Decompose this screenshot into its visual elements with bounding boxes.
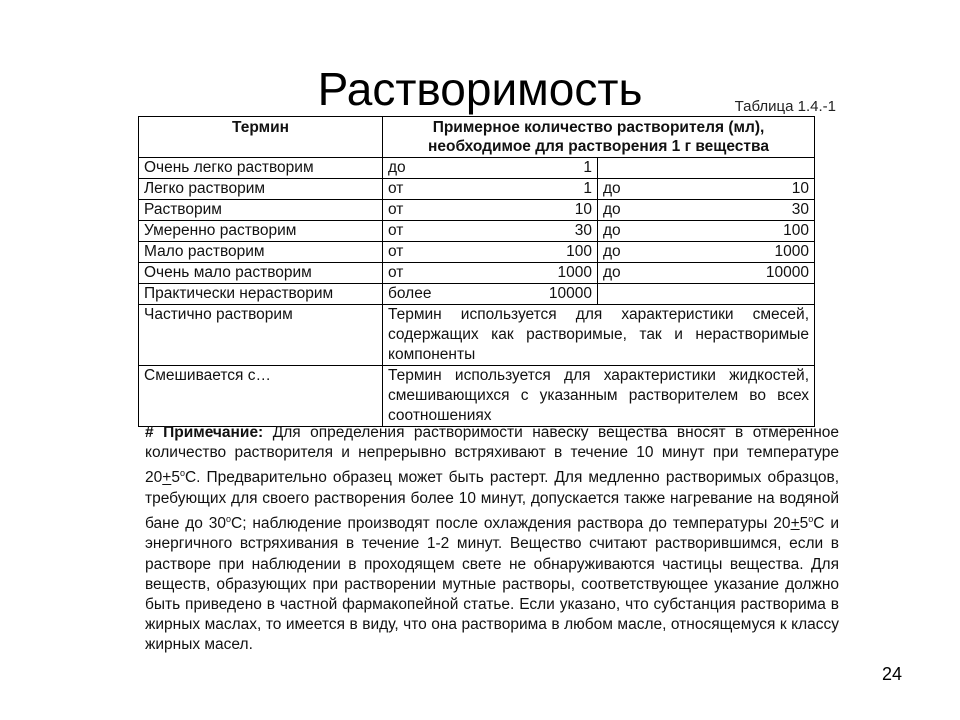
- note-text: С. Предварительно образец может быть растерт. Для медленно растворимых образцов, требующих для своего растворения более 10 минут, допускается также нагревание на водяной бане до 30: [145, 469, 839, 533]
- table-row: [139, 284, 815, 305]
- table-row: [139, 263, 815, 284]
- to-cell: [598, 263, 815, 284]
- to-word: до: [603, 201, 621, 218]
- from-cell: [383, 221, 598, 242]
- to-word: до: [603, 180, 621, 197]
- note-label: # Примечание:: [145, 424, 264, 441]
- term-cell: Частично растворим: [139, 305, 383, 366]
- table-row: [139, 158, 815, 179]
- from-word: от: [388, 222, 404, 239]
- to-cell: [598, 200, 815, 221]
- from-word: до: [388, 159, 406, 176]
- to-cell: [598, 158, 815, 179]
- from-word: от: [388, 180, 404, 197]
- to-value: 10: [791, 180, 809, 197]
- plus-minus-sign: +: [790, 515, 800, 533]
- note-text: С и энергичного встряхивания в течение 1-2 минут. Вещество считают растворившимся, если в растворе при наблюдении в проходящем свете не обнаруживаются частицы вещества. Для веществ, образующих при растворении мутные растворы, соответствующее указание должно быть приведено в частной фармакопейной статье. Если указано, что субстанция растворима в жирных маслах, то имеется в виду, что она растворима в любом масле, относящемуся к классу жирных масел.: [145, 515, 839, 654]
- note-text: 5: [171, 469, 180, 487]
- term-cell: Смешивается с…: [139, 366, 383, 427]
- table-row: [139, 200, 815, 221]
- table-caption: Таблица 1.4.-1: [734, 98, 836, 115]
- term-cell: Умеренно растворим: [139, 221, 383, 242]
- term-cell: Очень мало растворим: [139, 263, 383, 284]
- table-row: [139, 221, 815, 242]
- from-value: 1000: [557, 264, 592, 281]
- from-cell: [383, 263, 598, 284]
- footnote: [145, 423, 839, 656]
- from-value: 10000: [548, 285, 592, 302]
- to-word: до: [603, 222, 621, 239]
- table-row: [139, 242, 815, 263]
- table-row: [139, 305, 815, 366]
- note-text: Для определения растворимости навеску вещества вносят в отмеренное количество растворителя и непрерывно встряхивают в течение 10 минут при температуре 20: [145, 424, 839, 487]
- to-value: 10000: [765, 264, 809, 281]
- from-cell: [383, 200, 598, 221]
- degree-sign: о: [808, 513, 814, 524]
- from-word: от: [388, 264, 404, 281]
- to-word: до: [603, 243, 621, 260]
- term-cell: Мало растворим: [139, 242, 383, 263]
- to-value: 30: [791, 201, 809, 218]
- table-row: [139, 179, 815, 200]
- term-cell: Практически нерастворим: [139, 284, 383, 305]
- to-cell: [598, 221, 815, 242]
- degree-sign: о: [225, 513, 231, 524]
- from-cell: [383, 158, 598, 179]
- page-number: 24: [881, 664, 902, 684]
- from-value: 30: [574, 222, 592, 239]
- to-word: до: [603, 264, 621, 281]
- term-cell: Легко растворим: [139, 179, 383, 200]
- note-text: 5: [799, 515, 809, 533]
- from-value: 1: [583, 159, 592, 176]
- from-cell: [383, 242, 598, 263]
- table-header-row: [139, 117, 815, 158]
- description-cell: Термин используется для характеристики смесей, содержащих как растворимые, так и нерастворимые компоненты: [383, 305, 815, 366]
- to-value: 1000: [774, 243, 809, 260]
- from-cell: [383, 284, 598, 305]
- from-value: 1: [583, 180, 592, 197]
- to-cell: [598, 284, 815, 305]
- note-text: С; наблюдение производят после охлаждения раствора до температуры 20: [231, 515, 791, 533]
- to-cell: [598, 179, 815, 200]
- slide-title: Растворимость: [317, 62, 643, 115]
- header-term: Термин: [139, 117, 383, 158]
- to-value: 100: [783, 222, 809, 239]
- to-cell: [598, 242, 815, 263]
- from-word: от: [388, 201, 404, 218]
- from-cell: [383, 179, 598, 200]
- header-amount: Примерное количество растворителя (мл), необходимое для растворения 1 г вещества: [383, 117, 815, 158]
- degree-sign: о: [179, 468, 185, 479]
- solubility-table: [138, 116, 815, 427]
- term-cell: Растворим: [139, 200, 383, 221]
- from-value: 100: [566, 243, 592, 260]
- from-value: 10: [574, 201, 592, 218]
- plus-minus-sign: +: [162, 469, 172, 487]
- table-row: [139, 366, 815, 427]
- from-word: от: [388, 243, 404, 260]
- description-cell: Термин используется для характеристики жидкостей, смешивающихся с указанным растворителем во всех соотношениях: [383, 366, 815, 427]
- from-word: более: [388, 285, 432, 302]
- term-cell: Очень легко растворим: [139, 158, 383, 179]
